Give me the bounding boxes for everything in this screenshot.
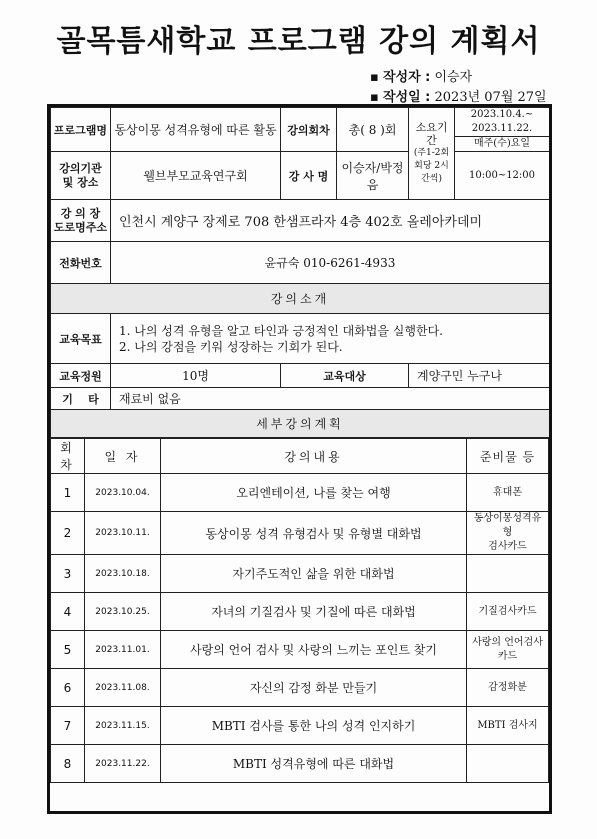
- etc-row: [51, 388, 550, 410]
- materials-line2: 카드: [497, 650, 518, 662]
- session-content: 자녀의 기질검사 및 기질에 따른 대화법: [161, 593, 467, 631]
- goal-row: [51, 314, 550, 364]
- address-label-line1: 강 의 장: [60, 206, 101, 220]
- schedule-table: [50, 438, 549, 783]
- goal-value: [111, 314, 550, 364]
- etc-label: 기 타: [51, 388, 111, 410]
- session-content: 자신의 감정 화분 만들기: [161, 669, 467, 707]
- target-value: 계양구민 누구나: [409, 364, 550, 388]
- session-materials: [467, 593, 549, 631]
- org-row: [51, 152, 550, 200]
- table-row: [51, 707, 549, 745]
- session-materials: [467, 707, 549, 745]
- plan-table: [50, 107, 550, 438]
- col-materials: 준비물 등: [467, 439, 549, 474]
- session-date: 2023.10.11.: [85, 512, 161, 555]
- intro-header: 강의소개: [51, 284, 550, 314]
- table-row: [51, 512, 549, 555]
- org-label-line1: 강의기관: [59, 161, 102, 175]
- session-materials: [467, 474, 549, 512]
- session-no: 2: [51, 512, 85, 555]
- materials-line1: 감정화분: [488, 681, 527, 693]
- session-content: 사랑의 언어 검사 및 사랑의 느끼는 포인트 찾기: [161, 631, 467, 669]
- author-line: ▪ 작성자 : 이승자: [370, 70, 473, 85]
- duration-note1: (주1-2회: [413, 148, 450, 158]
- duration-label: 소요기간: [415, 121, 448, 147]
- session-no: 7: [51, 707, 85, 745]
- sessions-label: 강의회차: [281, 108, 337, 152]
- schedule-header-row: [51, 410, 550, 438]
- schedule-body: [51, 474, 549, 783]
- intro-header-row: [51, 284, 550, 314]
- session-content: 오리엔테이션, 나를 찾는 여행: [161, 474, 467, 512]
- materials-line1: MBTI 검사지: [477, 719, 538, 731]
- goal-line-2: 2. 나의 강점을 키워 성장하는 기회가 된다.: [119, 339, 343, 354]
- session-date: 2023.11.15.: [85, 707, 161, 745]
- session-date: 2023.11.01.: [85, 631, 161, 669]
- phone-label: 전화번호: [51, 242, 111, 284]
- capacity-value: 10명: [111, 364, 281, 388]
- page-title: 골목틈새학교 프로그램 강의 계획서: [56, 24, 541, 59]
- materials-line1: 기질검사카드: [478, 605, 537, 617]
- session-materials: [467, 745, 549, 783]
- lecturer-label: 강 사 명: [281, 152, 337, 200]
- session-no: 6: [51, 669, 85, 707]
- session-date: 2023.10.25.: [85, 593, 161, 631]
- period-cell: [455, 108, 550, 152]
- table-row: [51, 474, 549, 512]
- capacity-row: [51, 364, 550, 388]
- sessions-value: 총( 8 )회: [337, 108, 409, 152]
- schedule-column-headers: [51, 439, 549, 474]
- target-label: 교육대상: [281, 364, 409, 388]
- address-label-line2: 도로명주소: [53, 220, 108, 234]
- col-no: 회차: [51, 439, 85, 474]
- session-content: 자기주도적인 삶을 위한 대화법: [161, 555, 467, 593]
- session-no: 3: [51, 555, 85, 593]
- materials-line1: 사랑의 언어검사: [472, 636, 543, 648]
- session-materials: [467, 555, 549, 593]
- address-value: 인천시 계양구 장제로 708 한샘프라자 4층 402호 올레아카데미: [111, 200, 550, 242]
- program-row: [51, 108, 550, 152]
- period-end: 2023.11.22.: [471, 123, 533, 134]
- date-line: ▪ 작성일 : 2023년 07월 27일: [370, 90, 547, 105]
- address-row: [51, 200, 550, 242]
- materials-line1: 휴대폰: [493, 486, 522, 498]
- session-date: 2023.11.08.: [85, 669, 161, 707]
- col-date: 일 자: [85, 439, 161, 474]
- plan-table-frame: [47, 104, 552, 814]
- program-label: 프로그램명: [51, 108, 111, 152]
- session-content: MBTI 검사를 통한 나의 성격 인지하기: [161, 707, 467, 745]
- table-row: [51, 631, 549, 669]
- session-date: 2023.11.22.: [85, 745, 161, 783]
- phone-value: 윤규숙 010-6261-4933: [111, 242, 550, 284]
- goal-line-1: 1. 나의 성격 유형을 알고 타인과 긍정적인 대화법을 실행한다.: [119, 323, 443, 338]
- session-content: 동상이몽 성격 유형검사 및 유형별 대화법: [161, 512, 467, 555]
- table-row: [51, 555, 549, 593]
- author-label: 작성자 :: [382, 70, 431, 85]
- schedule-header: 세부강의계획: [51, 410, 550, 438]
- author-value: 이승자: [434, 70, 473, 85]
- lecturer-value: 이승자/박정음: [337, 152, 409, 200]
- date-label: 작성일 :: [382, 90, 431, 105]
- session-materials: [467, 669, 549, 707]
- org-label: [51, 152, 111, 200]
- duration-cell: [409, 108, 455, 200]
- session-no: 5: [51, 631, 85, 669]
- goal-label: 교육목표: [51, 314, 111, 364]
- table-row: [51, 745, 549, 783]
- org-value: 웰브부모교육연구회: [111, 152, 281, 200]
- session-materials: [467, 512, 549, 555]
- session-no: 1: [51, 474, 85, 512]
- materials-line2: 검사카드: [488, 541, 527, 552]
- program-name: 동상이몽 성격유형에 따른 활동: [111, 108, 281, 152]
- time-value: 10:00~12:00: [455, 152, 550, 200]
- period-start: 2023.10.4.~: [470, 109, 534, 120]
- capacity-label: 교육정원: [51, 364, 111, 388]
- day-value: 매주(수)요일: [455, 136, 549, 151]
- session-materials: [467, 631, 549, 669]
- phone-row: [51, 242, 550, 284]
- session-no: 8: [51, 745, 85, 783]
- table-row: [51, 669, 549, 707]
- session-date: 2023.10.04.: [85, 474, 161, 512]
- date-value: 2023년 07월 27일: [434, 90, 547, 105]
- session-no: 4: [51, 593, 85, 631]
- session-content: MBTI 성격유형에 따른 대화법: [161, 745, 467, 783]
- col-content: 강의내용: [161, 439, 467, 474]
- materials-line1: 동상이몽성격유형: [473, 513, 542, 538]
- table-row: [51, 593, 549, 631]
- duration-note2: 회당 2시간씩): [414, 161, 449, 184]
- org-label-line2: 및 장소: [62, 175, 99, 189]
- session-date: 2023.10.18.: [85, 555, 161, 593]
- etc-value: 재료비 없음: [111, 388, 550, 410]
- address-label: [51, 200, 111, 242]
